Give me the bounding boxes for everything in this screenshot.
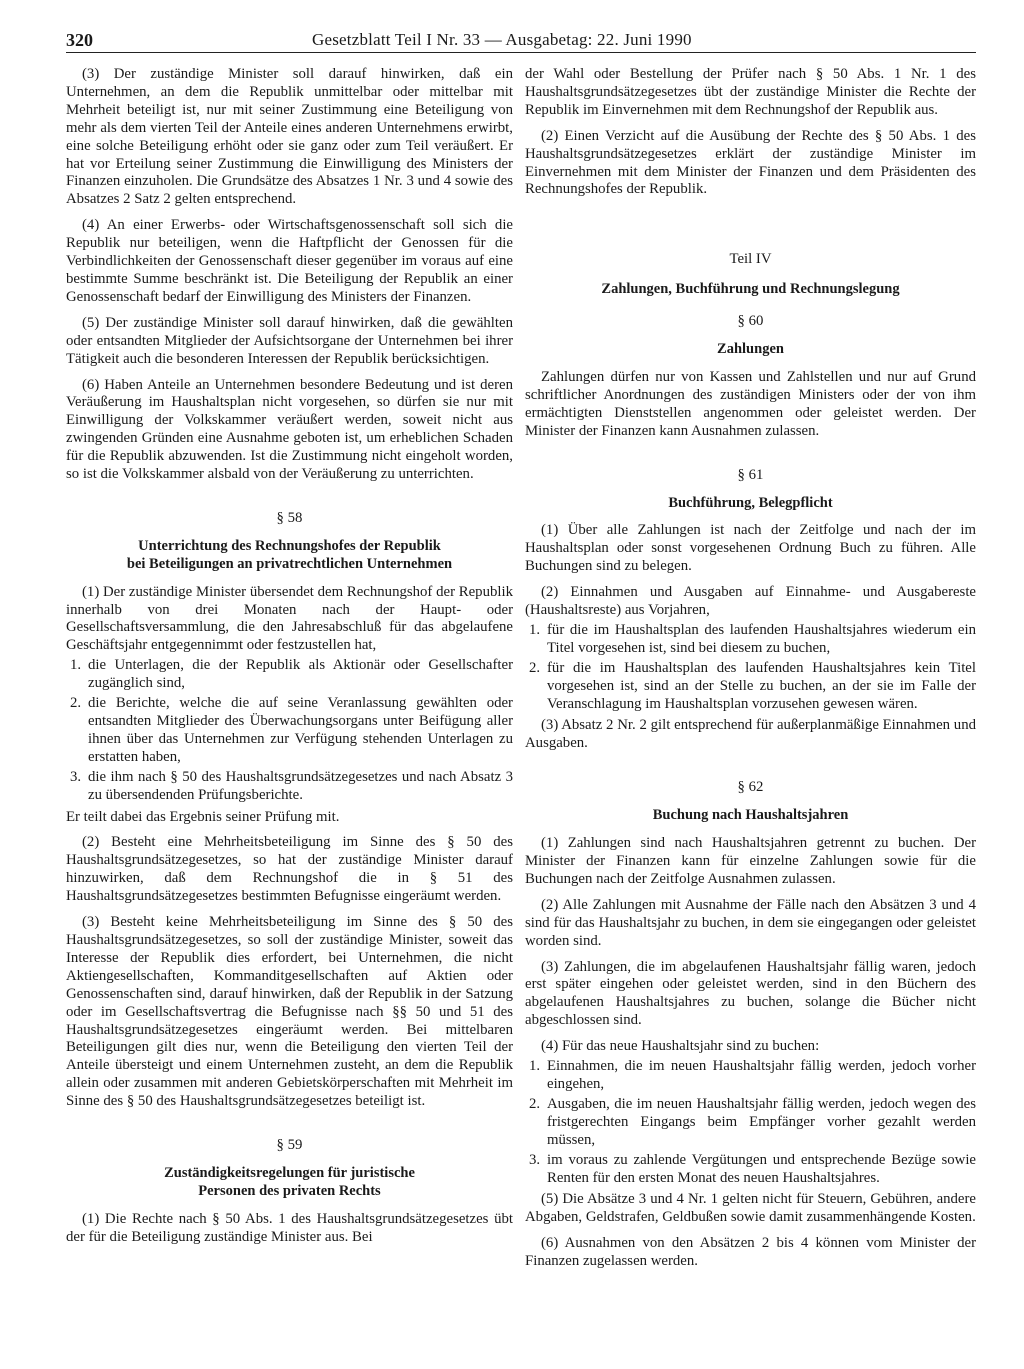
- part-title: Zahlungen, Buchführung und Rechnungslegung: [601, 281, 900, 298]
- list-item-text: für die im Haushaltsplan des laufenden Haushaltsjahres wiederum ein Titel vorgesehen ist, sind bei diesem zu buchen,: [547, 621, 976, 656]
- list-item-number: 2.: [70, 695, 82, 712]
- paragraph-62-4: (4) Für das neue Haushaltsjahr sind zu buchen:: [541, 1038, 820, 1055]
- list-item: [525, 1096, 976, 1150]
- list-item-number: 2.: [529, 659, 541, 676]
- gazette-title: Gesetzblatt Teil I Nr. 33 — Ausgabetag: 22. Juni 1990: [312, 30, 692, 49]
- paragraph-59-1: (1) Die Rechte nach § 50 Abs. 1 des Haushaltsgrundsätzegesetzes übt der für die Beteiligung zuständige Minister aus. Bei: [66, 1210, 513, 1245]
- list-item: [525, 660, 976, 714]
- paragraph-59-1-continued: der Wahl oder Bestellung der Prüfer nach § 50 Abs. 1 Nr. 1 des Haushaltsgrundsätzegesetzes übt der zuständige Minister die Rechte der Republik im Einvernehmen mit dem Rechnungshof der Republik aus.: [525, 66, 976, 118]
- paragraph-59-2: (2) Einen Verzicht auf die Ausübung der Rechte des § 50 Abs. 1 des Haushaltsgrundsätzegesetzes erklärt der zuständige Minister im Einvernehmen mit dem Minister der Finanzen und dem Präsidenten des Rechnungshofes der Republik.: [525, 127, 976, 198]
- list-item-number: 1.: [529, 621, 541, 638]
- section-59-number: § 59: [276, 1137, 303, 1154]
- list-item: [66, 695, 513, 767]
- list-item: [525, 622, 976, 658]
- paragraph-58-1-tail: Er teilt dabei das Ergebnis seiner Prüfung mit.: [66, 808, 340, 825]
- section-59-title: [66, 1165, 513, 1201]
- section-61-number: § 61: [737, 466, 764, 483]
- paragraph-57-4: (4) An einer Erwerbs- oder Wirtschaftsgenossenschaft soll sich die Republik nur beteiligen, wenn die Haftpflicht der Genossen für die Verbindlichkeiten der Genossenschaft dieser gegenüber im voraus auf eine bestimmte Summe beschränkt ist. Die Beteiligung der Republik an einer Genossenschaft bedarf der Einwilligung des Ministers der Finanzen.: [66, 217, 513, 305]
- list-58-1: [66, 657, 513, 804]
- paragraph-62-6: (6) Ausnahmen von den Absätzen 2 bis 4 können vom Minister der Finanzen zugelassen werden.: [525, 1235, 976, 1270]
- part-label: Teil IV: [729, 251, 772, 268]
- section-61-title: Buchführung, Belegpflicht: [668, 494, 833, 511]
- list-item: [525, 1152, 976, 1188]
- list-item-number: 2.: [529, 1095, 541, 1112]
- list-item-text: die ihm nach § 50 des Haushaltsgrundsätzegesetzes und nach Absatz 3 zu übersendenden Prüfungsberichte.: [88, 768, 513, 803]
- section-58-number: § 58: [276, 509, 303, 526]
- paragraph-62-2: (2) Alle Zahlungen mit Ausnahme der Fälle nach den Absätzen 3 und 4 sind für das Haushaltsjahr zu buchen, in dem sie eingegangen oder geleistet worden sind.: [525, 896, 976, 949]
- list-item-number: 3.: [70, 768, 82, 785]
- section-60-title: Zahlungen: [717, 341, 784, 358]
- left-column: [66, 66, 513, 1255]
- section-62-number: § 62: [737, 779, 764, 796]
- list-item: [66, 657, 513, 693]
- page-number: 320: [66, 30, 93, 50]
- paragraph-57-6: (6) Haben Anteile an Unternehmen besondere Bedeutung und ist deren Veräußerung im Haushaltsplan nicht vorgesehen, so dürfen sie nur mit Einwilligung der Volkskammer veräußert werden, soweit nicht aus zwingenden Gründen eine Ausnahme geboten ist, um erheblichen Schaden für die Republik abzuwenden. Ist die Zustimmung nicht eingeholt worden, so ist die Volkskammer alsbald von der Veräußerung zu unterrichten.: [66, 376, 513, 483]
- paragraph-58-2: (2) Besteht eine Mehrheitsbeteiligung im Sinne des § 50 des Haushaltsgrundsätzegesetzes, so hat der zuständige Minister darauf hinzuwirken, daß dem Rechnungshof die in § 51 des Haushaltsgrundsätzegesetzes bestimmten Befugnisse eingeräumt werden.: [66, 834, 513, 905]
- list-item-text: die Berichte, welche die auf seine Veranlassung gewählten oder entsandten Mitglieder des Überwachungsorgans unter Beifügung aller ihnen über das Unternehmen zur Verfügung stehenden Unterlagen zu erstatten haben,: [88, 695, 513, 765]
- list-item-text: die Unterlagen, die der Republik als Aktionär oder Gesellschafter zugänglich sind,: [88, 657, 513, 692]
- paragraph-62-1: (1) Zahlungen sind nach Haushaltsjahren getrennt zu buchen. Der Minister der Finanzen kann für einzelne Zahlungen sowie für die Buchungen nach der Zeitfolge Ausnahmen zulassen.: [525, 835, 976, 887]
- section-58-title-line-2: bei Beteiligungen an privatrechtlichen Unternehmen: [126, 555, 453, 572]
- section-62-title: Buchung nach Haushaltsjahren: [652, 807, 849, 824]
- paragraph-57-5: (5) Der zuständige Minister soll darauf hinwirken, daß die gewählten oder entsandten Mitglieder der Aufsichtsorgane der Unternehmen bei ihrer Tätigkeit auch die besonderen Interessen der Republik berücksichtigen.: [66, 314, 513, 367]
- section-58-title-line-1: Unterrichtung des Rechnungshofes der Republik: [138, 537, 441, 554]
- list-item: [525, 1058, 976, 1094]
- list-61-2: [525, 622, 976, 714]
- list-item-number: 1.: [529, 1058, 541, 1075]
- list-item-number: 3.: [529, 1151, 541, 1168]
- paragraph-61-3: (3) Absatz 2 Nr. 2 gilt entsprechend für außerplanmäßige Einnahmen und Ausgaben.: [525, 717, 976, 752]
- section-59-title-line-2: Personen des privaten Rechts: [198, 1182, 381, 1199]
- list-item-number: 1.: [70, 657, 82, 674]
- paragraph-58-1: (1) Der zuständige Minister übersendet dem Rechnungshof der Republik innerhalb von drei Monaten nach der Haupt- oder Gesellschaftsversammlung, die den Jahresabschluß für das abgelaufene Geschäftsjahr entgegennimmt oder festzustellen hat,: [66, 583, 513, 654]
- list-item-text: im voraus zu zahlende Vergütungen und entsprechende Bezüge sowie Renten für den ersten Monat des neuen Haushaltsjahres.: [547, 1151, 976, 1186]
- paragraph-62-5: (5) Die Absätze 3 und 4 Nr. 1 gelten nicht für Steuern, Gebühren, andere Abgaben, Geldstrafen, Geldbußen sowie damit zusammenhängende Kosten.: [525, 1191, 976, 1226]
- section-59-title-line-1: Zuständigkeitsregelungen für juristische: [164, 1164, 415, 1181]
- list-62-4: [525, 1058, 976, 1187]
- list-item-text: Ausgaben, die im neuen Haushaltsjahr fällig werden, jedoch wegen des fristgerechten Eingangs beim Empfänger vorher gezahlt werden müssen,: [547, 1095, 976, 1148]
- list-item: [66, 769, 513, 805]
- paragraph-62-3: (3) Zahlungen, die im abgelaufenen Haushaltsjahr fällig waren, jedoch erst später eingehen oder geleistet werden, sind in den Büchern des abgelaufenen Haushaltsjahres zu buchen, solange die Bücher nicht abgeschlossen sind.: [525, 958, 976, 1029]
- paragraph-61-1: (1) Über alle Zahlungen ist nach der Zeitfolge und nach der im Haushaltsplan oder sonst vorgesehenen Ordnung Buch zu führen. Alle Buchungen sind zu belegen.: [525, 522, 976, 575]
- paragraph-61-2: (2) Einnahmen und Ausgaben auf Einnahme- und Ausgabereste (Haushaltsreste) aus Vorjahren,: [525, 584, 976, 619]
- page-header: [66, 26, 976, 53]
- list-item-text: Einnahmen, die im neuen Haushaltsjahr fällig werden, jedoch vorher eingehen,: [547, 1058, 976, 1092]
- paragraph-58-3: (3) Besteht keine Mehrheitsbeteiligung im Sinne des § 50 des Haushaltsgrundsätzegesetzes, so soll der zuständige Minister, soweit das Interesse der Republik dies erfordert, bei Unternehmen, die nicht Aktiengesellschaften, Kommanditgesellschaften auf Aktien oder Genossenschaften sind, darauf hinwirken, daß der Republik in der Satzung oder im Gesellschaftsvertrag die Befugnisse nach §§ 50 und 51 des Haushaltsgrundsätzegesetzes eingeräumt werden. Bei mittelbaren Beteiligungen gilt dies nur, wenn die Beteiligung den vierten Teil der Anteile übersteigt und einem Unternehmen zusteht, an dem die Republik allein oder zusammen mit anderen Gebietskörperschaften mit Mehrheit im Sinne des § 50 des Haushaltsgrundsätzegesetzes beteiligt ist.: [66, 914, 513, 1110]
- paragraph-57-3: (3) Der zuständige Minister soll darauf hinwirken, daß ein Unternehmen, an dem die Republik unmittelbar oder mittelbar mit Mehrheit beteiligt ist, nur mit seiner Zustimmung eine Beteiligung von mehr als dem vierten Teil der Anteile eines anderen Unternehmens erwirbt, eine solche Beteiligung erhöht oder sie ganz oder zum Teil veräußert. Er hat vor Erteilung seiner Zustimmung die Einwilligung des Ministers der Finanzen einzuholen. Die Grundsätze des Absatzes 1 Nr. 3 und 4 sowie des Absatzes 2 Satz 2 gelten entsprechend.: [66, 66, 513, 208]
- right-column: [525, 66, 976, 1279]
- list-item-text: für die im Haushaltsplan des laufenden Haushaltsjahres kein Titel vorgesehen ist, sind an der Stelle zu buchen, an der sie im Falle der Veranschlagung im Haushaltsplan vorzusehen gewesen wären.: [547, 659, 976, 712]
- section-60-number: § 60: [737, 313, 764, 330]
- paragraph-60: Zahlungen dürfen nur von Kassen und Zahlstellen und nur auf Grund schriftlicher Anordnungen des zuständigen Ministers oder der von ihm ermächtigten Dienststellen angenommen oder geleistet werden. Der Minister der Finanzen kann Ausnahmen zulassen.: [525, 368, 976, 439]
- section-58-title: [66, 538, 513, 574]
